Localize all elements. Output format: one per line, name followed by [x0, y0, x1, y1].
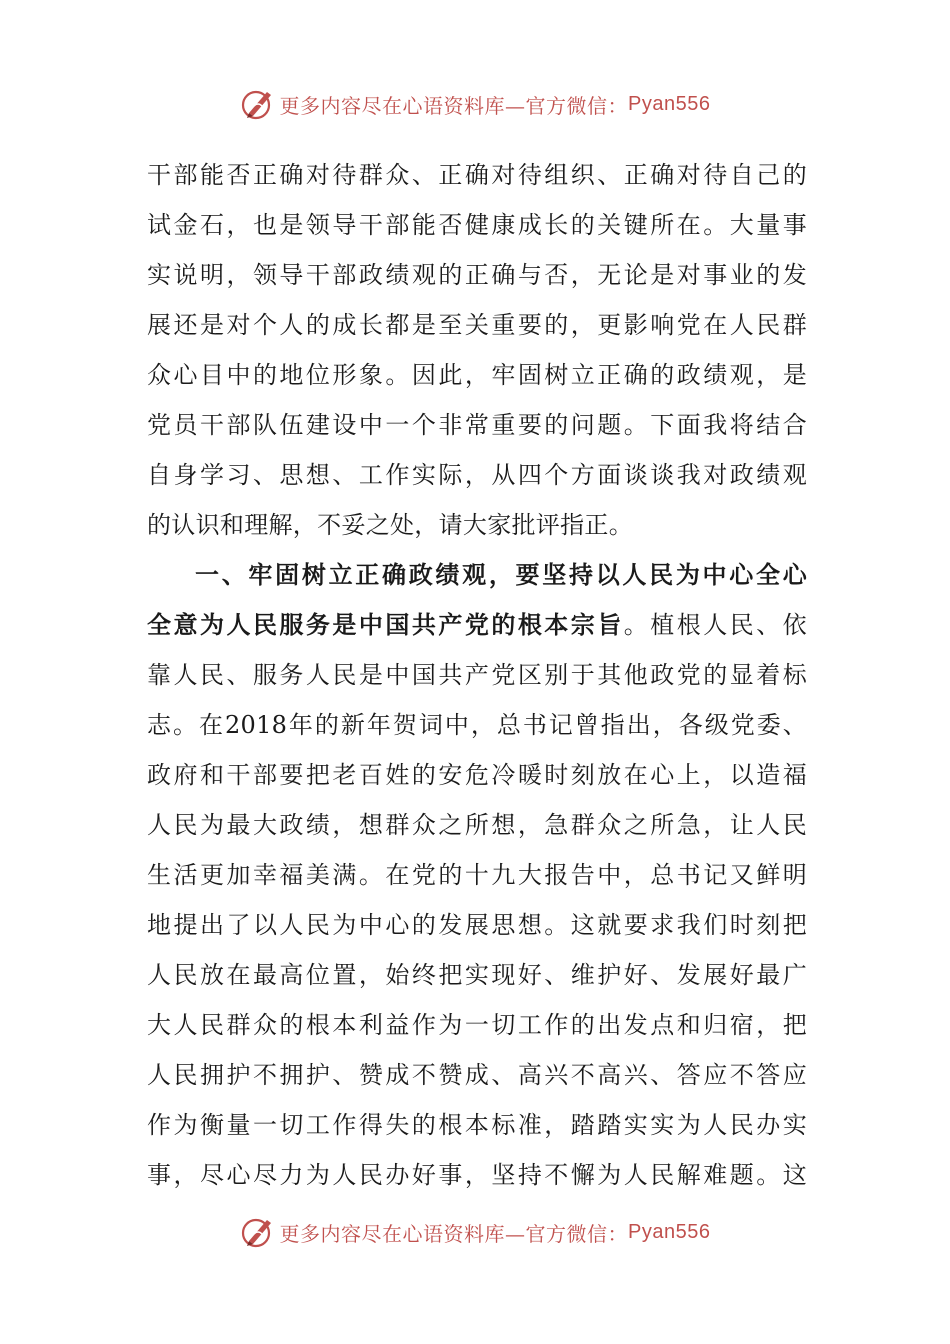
text-line: 人民放在最高位置，始终把实现好、维护好、发展好最广 — [147, 961, 807, 989]
text-line: 的认识和理解，不妥之处，请大家批评指正。 — [147, 511, 633, 539]
document-body — [147, 150, 807, 1200]
text-line: 展还是对个人的成长都是至关重要的，更影响党在人民群 — [147, 311, 807, 339]
banner-text: 更多内容尽在心语资料库—官方微信： — [279, 93, 629, 118]
text-line: 地提出了以人民为中心的发展思想。这就要求我们时刻把 — [147, 911, 807, 939]
text-line: 事，尽心尽力为人民办好事，坚持不懈为人民解难题。这 — [147, 1161, 807, 1189]
text-line: 人民拥护不拥护、赞成不赞成、高兴不高兴、答应不答应 — [147, 1061, 807, 1089]
text-line: 自身学习、思想、工作实际，从四个方面谈谈我对政绩观 — [147, 461, 807, 489]
pen-logo-icon — [240, 1214, 276, 1250]
section-1 — [147, 550, 807, 1200]
text-line: 靠人民、服务人民是中国共产党区别于其他政党的显着标 — [147, 661, 807, 689]
text-line: 试金石，也是领导干部能否健康成长的关键所在。大量事 — [147, 211, 807, 239]
section-heading-continued — [147, 600, 807, 650]
text-line: 大人民群众的根本利益作为一切工作的出发点和归宿，把 — [147, 1011, 807, 1039]
wechat-id: Pyan556 — [628, 92, 711, 115]
section-heading: 一、牢固树立正确政绩观，要坚持以人民为中心全心 — [195, 560, 807, 589]
text-line: 实说明，领导干部政绩观的正确与否，无论是对事业的发 — [147, 261, 807, 289]
wechat-id: Pyan556 — [628, 1220, 711, 1243]
footer-banner — [0, 1210, 950, 1254]
text-line: 人民为最大政绩，想群众之所想，急群众之所急，让人民 — [147, 811, 807, 839]
section-text: 。植根人民、依 — [623, 611, 807, 639]
section-heading-bold: 全意为人民服务是中国共产党的根本宗旨 — [147, 610, 624, 639]
text-line: 众心目中的地位形象。因此，牢固树立正确的政绩观，是 — [147, 361, 807, 389]
banner-text: 更多内容尽在心语资料库—官方微信： — [279, 1221, 629, 1246]
paragraph-intro — [147, 150, 807, 550]
text-line: 干部能否正确对待群众、正确对待组织、正确对待自己的 — [147, 161, 807, 189]
text-line: 作为衡量一切工作得失的根本标准，踏踏实实为人民办实 — [147, 1111, 807, 1139]
text-line: 志。在2018年的新年贺词中，总书记曾指出，各级党委、 — [147, 711, 807, 739]
pen-logo-icon — [240, 86, 276, 122]
header-banner — [0, 82, 950, 126]
text-line: 生活更加幸福美满。在党的十九大报告中，总书记又鲜明 — [147, 861, 807, 889]
text-line: 党员干部队伍建设中一个非常重要的问题。下面我将结合 — [147, 411, 807, 439]
text-line: 政府和干部要把老百姓的安危冷暖时刻放在心上，以造福 — [147, 761, 807, 789]
